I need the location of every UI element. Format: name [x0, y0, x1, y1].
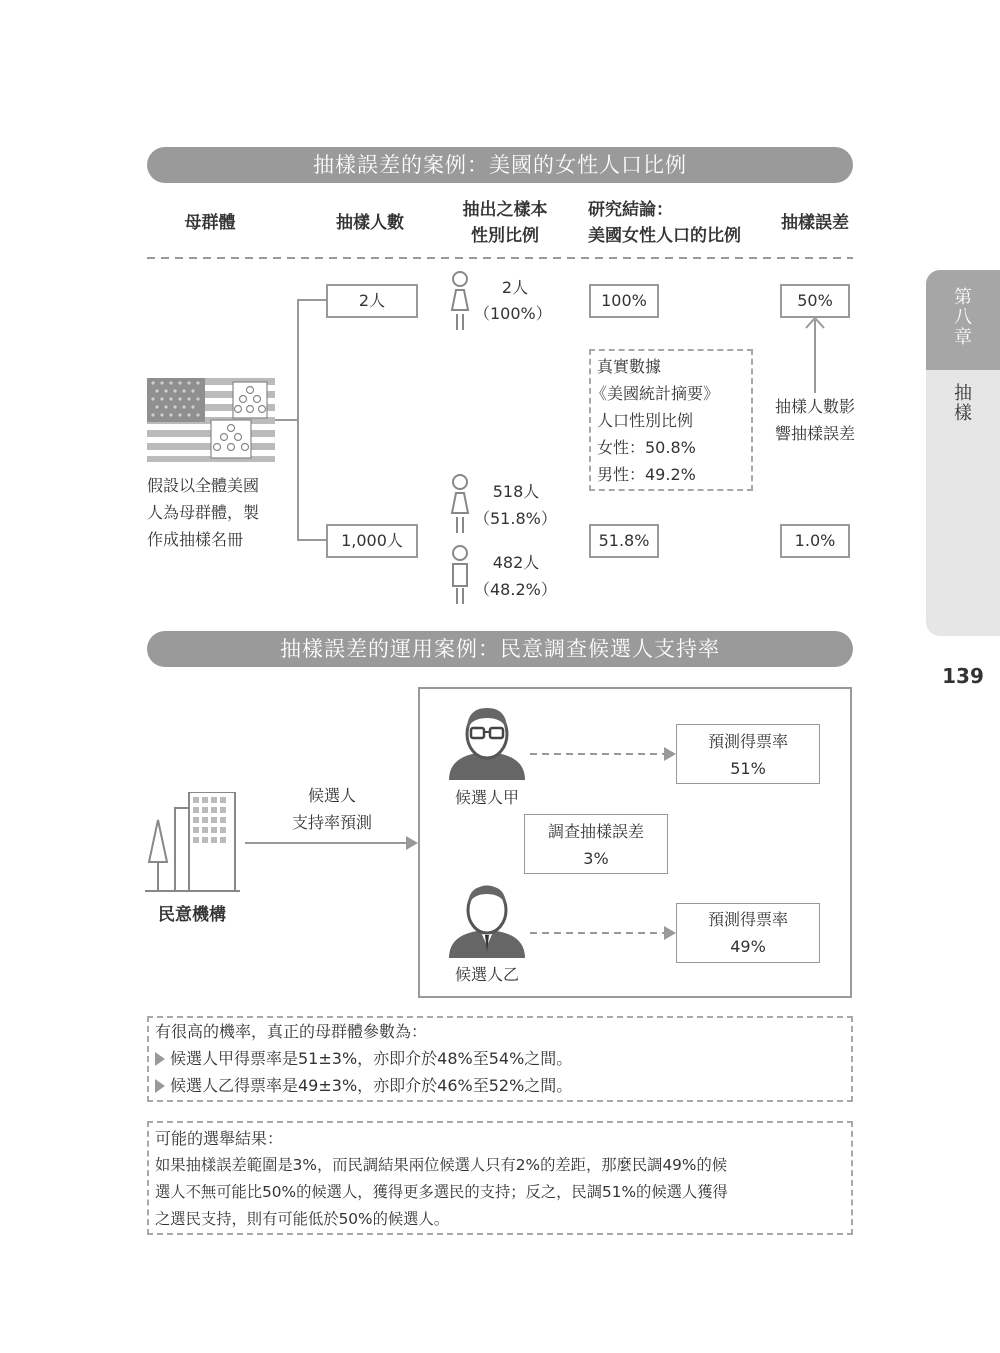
- page-number: 139: [942, 664, 984, 688]
- small-sample-pct: （100%）: [474, 304, 552, 323]
- header-conclusion-1: 研究結論：: [588, 200, 673, 220]
- section-label: 抽樣: [954, 383, 972, 424]
- arrow-label-1: 候選人: [307, 786, 356, 805]
- female-count: 518人: [492, 482, 540, 501]
- candidate-a-avatar-icon: [447, 702, 527, 782]
- small-sample-count: 2人: [501, 278, 529, 297]
- chapter-label: 第八章: [954, 287, 972, 348]
- true-data-female: 女性：50.8%: [597, 438, 696, 457]
- male-person-icon: [447, 544, 473, 606]
- bullet-arrow-icon: [155, 1079, 165, 1093]
- population-caption-3: 作成抽樣名冊: [147, 530, 244, 549]
- conclusion-small: 100%: [589, 284, 659, 318]
- female-person-icon: [447, 473, 473, 535]
- interval-note-title: 有很高的機率，真正的母群體參數為：: [155, 1022, 428, 1041]
- prediction-a-label: 預測得票率: [707, 732, 788, 751]
- header-error: 抽樣誤差: [781, 213, 849, 233]
- sample-size-small: 2人: [326, 284, 418, 318]
- true-data-male: 男性：49.2%: [597, 465, 696, 484]
- election-note-line-3: 之選民支持，則有可能低於50%的候選人。: [155, 1210, 450, 1228]
- bullet-arrow-icon: [155, 1052, 165, 1066]
- institution-label: 民意機構: [158, 905, 226, 925]
- survey-error-value: 3%: [583, 849, 609, 868]
- female-person-icon: [447, 270, 473, 332]
- true-data-title: 真實數據: [597, 357, 662, 376]
- header-population: 母群體: [184, 213, 236, 233]
- header-sample-size: 抽樣人數: [336, 213, 404, 233]
- candidate-a-label: 候選人甲: [454, 788, 519, 807]
- error-large: 1.0%: [780, 524, 850, 558]
- prediction-b-label: 預測得票率: [707, 910, 788, 929]
- female-pct: （51.8%）: [474, 509, 557, 528]
- header-sample-ratio-2: 性別比例: [471, 226, 539, 246]
- election-note-line-2: 選人不無可能比50%的候選人，獲得更多選民的支持；反之，民調51%的候選人獲得: [155, 1183, 728, 1201]
- arrow-label-2: 支持率預測: [291, 813, 372, 832]
- male-pct: （48.2%）: [474, 580, 557, 599]
- sample-size-large: 1,000人: [326, 524, 418, 558]
- prediction-b-value: 49%: [730, 937, 766, 956]
- population-caption-1: 假設以全體美國: [147, 476, 260, 495]
- candidate-b-label: 候選人乙: [454, 965, 519, 984]
- section1-banner: 抽樣誤差的案例：美國的女性人口比例: [147, 147, 853, 183]
- election-note-title: 可能的選舉結果：: [155, 1129, 284, 1148]
- error-small: 50%: [780, 284, 850, 318]
- survey-error-label: 調查抽樣誤差: [547, 822, 644, 841]
- interval-note-item-a: 候選人甲得票率是51±3%，亦即介於48%至54%之間。: [170, 1049, 573, 1068]
- election-note-line-1: 如果抽樣誤差範圍是3%，而民調結果兩位候選人只有2%的差距，那麼民調49%的候: [155, 1156, 728, 1174]
- error-note-2: 響抽樣誤差: [774, 424, 855, 443]
- interval-note-item-b: 候選人乙得票率是49±3%，亦即介於46%至52%之間。: [170, 1076, 573, 1095]
- conclusion-large: 51.8%: [589, 524, 659, 558]
- candidate-b-avatar-icon: [447, 880, 527, 960]
- prediction-a-value: 51%: [730, 759, 766, 778]
- us-flag-icon: [147, 378, 275, 462]
- header-conclusion-2: 美國女性人口的比例: [588, 226, 741, 246]
- male-count: 482人: [492, 553, 540, 572]
- error-note-1: 抽樣人數影: [774, 397, 855, 416]
- population-caption-2: 人為母群體，製: [147, 503, 260, 522]
- section2-banner: 抽樣誤差的運用案例：民意調查候選人支持率: [147, 631, 853, 667]
- header-sample-ratio-1: 抽出之樣本: [462, 200, 548, 220]
- true-data-label: 人口性別比例: [597, 411, 694, 430]
- true-data-source: 《美國統計摘要》: [591, 384, 720, 403]
